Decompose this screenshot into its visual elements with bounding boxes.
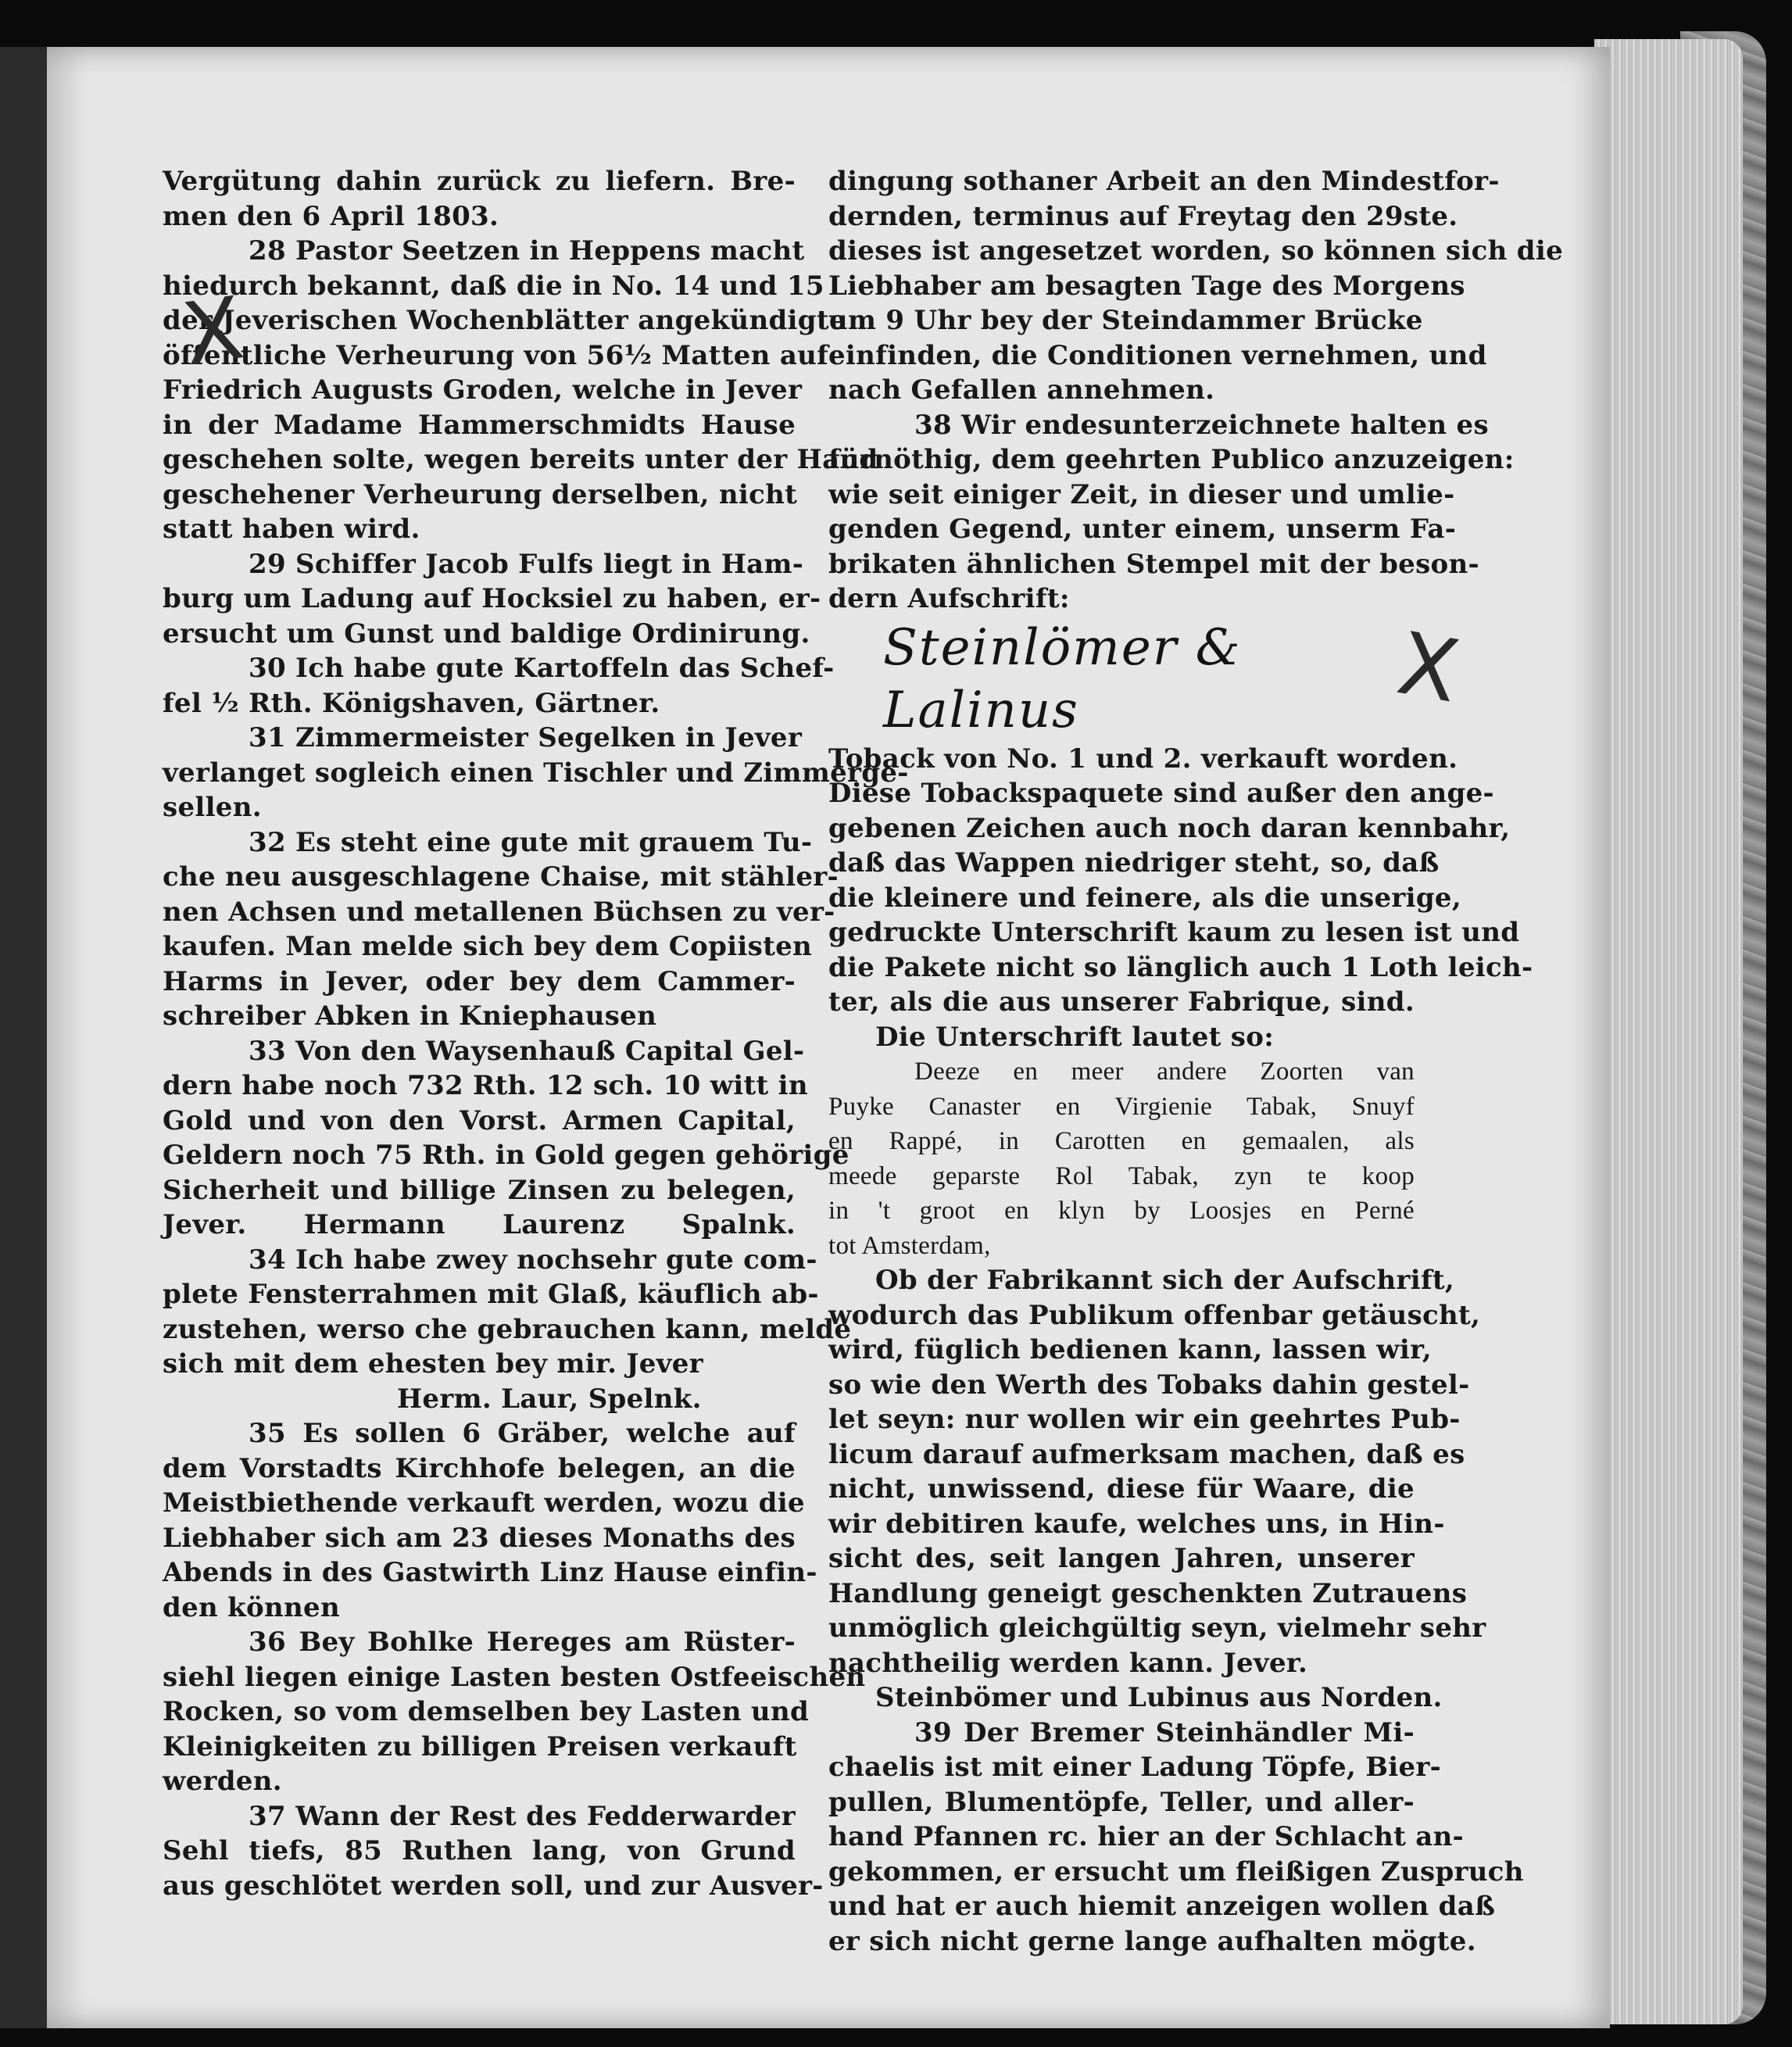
text-line: 39 Der Bremer Steinhändler Mi-: [914, 1716, 1415, 1748]
text-line: dern habe noch 732 Rth. 12 sch. 10 witt in: [163, 1070, 808, 1101]
text-line: Toback von No. 1 und 2. verkauft worden.: [828, 743, 1458, 775]
margin-mark-right: X: [1390, 613, 1466, 722]
text-line: dernden, terminus auf Freytag den 29ste.: [828, 200, 1458, 232]
text-line: so wie den Werth des Tobaks dahin gestel-: [828, 1369, 1470, 1401]
text-line: geschehener Verheurung derselben, nicht: [163, 478, 798, 510]
text-line: siehl liegen einige Lasten besten Ostfeeischen: [163, 1661, 866, 1693]
text-line: geschehen solte, wegen bereits unter der Hand: [163, 444, 878, 475]
right-column-bottom: [828, 742, 1533, 1959]
text-line: 29 Schiffer Jacob Fulfs liegt in Ham-: [249, 548, 804, 580]
text-line: wodurch das Publikum offenbar getäuscht,: [828, 1299, 1481, 1331]
text-line: Steinbömer und Lubinus aus Norden.: [875, 1682, 1443, 1713]
text-line: dingung sothaner Arbeit an den Mindestfor-: [828, 166, 1500, 197]
text-line: er sich nicht gerne lange aufhalten mögte.: [828, 1925, 1476, 1957]
text-line: Liebhaber sich am 23 dieses Monaths des: [163, 1522, 796, 1554]
text-line: die kleinere und feinere, als die unserige,: [828, 882, 1461, 914]
text-line: plete Fensterrahmen mit Glaß, käuflich ab-: [163, 1279, 819, 1310]
text-line: in der Madame Hammerschmidts Hause: [163, 409, 796, 441]
text-line: verlanget sogleich einen Tischler und Zimmerge-: [163, 757, 909, 789]
text-line: aus geschlötet werden soll, und zur Ausver-: [163, 1870, 824, 1902]
text-line: nach Gefallen annehmen.: [828, 374, 1215, 406]
text-line: daß das Wappen niedriger steht, so, daß: [828, 847, 1440, 879]
text-line: nen Achsen und metallenen Büchsen zu ver-: [163, 896, 835, 928]
text-line: die Pakete nicht so länglich auch 1 Loth leich-: [828, 951, 1533, 983]
text-line: wird, füglich bedienen kann, lassen wir,: [828, 1334, 1432, 1365]
text-line: fel ½ Rth. Königshaven, Gärtner.: [163, 687, 660, 719]
text-line: 28 Pastor Seetzen in Heppens macht: [249, 235, 805, 267]
text-line: Herm. Laur, Spelnk.: [397, 1383, 702, 1415]
text-line: Rocken, so vom demselben bey Lasten und: [163, 1696, 810, 1727]
text-line: burg um Ladung auf Hocksiel zu haben, er-: [163, 583, 821, 614]
margin-mark-left: X: [177, 277, 249, 385]
text-line: sicht des, seit langen Jahren, unserer: [828, 1543, 1415, 1574]
text-line: werden.: [163, 1766, 282, 1797]
text-line: 32 Es steht eine gute mit grauem Tu-: [249, 826, 813, 858]
text-line: 35 Es sollen 6 Gräber, welche auf: [249, 1418, 796, 1449]
text-line: che neu ausgeschlagene Chaise, mit stähler-: [163, 861, 839, 893]
text-line: nicht, unwissend, diese für Waare, die: [828, 1473, 1415, 1505]
text-line: 37 Wann der Rest des Fedderwarder: [249, 1800, 796, 1832]
text-line: unmöglich gleichgültig seyn, vielmehr sehr: [828, 1612, 1486, 1644]
newspaper-page: [47, 47, 1610, 2028]
text-line: und hat er auch hiemit anzeigen wollen daß: [828, 1891, 1496, 1922]
text-line: den können: [163, 1591, 340, 1623]
text-line: 36 Bey Bohlke Hereges am Rüster-: [249, 1627, 796, 1658]
text-line: Sicherheit und billige Zinsen zu belegen,: [163, 1174, 796, 1206]
text-line: hand Pfannen rc. hier an der Schlacht an-: [828, 1821, 1465, 1852]
text-line: kaufen. Man melde sich bey dem Copiisten: [163, 931, 813, 962]
text-line: in 't groot en klyn by Loosjes en Perné: [828, 1197, 1415, 1225]
text-line: 30 Ich habe gute Kartoffeln das Schef-: [249, 653, 835, 684]
text-line: dem Vorstadts Kirchhofe belegen, an die: [163, 1452, 796, 1484]
text-line: Handlung geneigt geschenkten Zutrauens: [828, 1577, 1468, 1609]
text-line: Kleinigkeiten zu billigen Preisen verkauft: [163, 1730, 797, 1762]
text-line: pullen, Blumentöpfe, Teller, und aller-: [828, 1786, 1415, 1818]
text-line: ter, als die aus unserer Fabrique, sind.: [828, 986, 1415, 1018]
text-line: um 9 Uhr bey der Steindammer Brücke: [828, 305, 1423, 336]
text-line: Puyke Canaster en Virgienie Tabak, Snuyf: [828, 1092, 1415, 1121]
text-line: Harms in Jever, oder bey dem Cammer-: [163, 965, 796, 997]
text-line: genden Gegend, unter einem, unserm Fa-: [828, 514, 1457, 545]
text-line: nachtheilig werden kann. Jever.: [828, 1647, 1308, 1679]
text-line: 38 Wir endesunterzeichnete halten es: [914, 409, 1489, 441]
text-line: men den 6 April 1803.: [163, 200, 499, 232]
text-line: Liebhaber am besagten Tage des Morgens: [828, 270, 1465, 302]
text-line: gebenen Zeichen auch noch daran kennbahr,: [828, 812, 1511, 844]
text-line: ersucht um Gunst und baldige Ordinirung.: [163, 617, 810, 650]
text-line: 33 Von den Waysenhauß Capital Gel-: [249, 1035, 805, 1067]
text-line: statt haben wird.: [163, 514, 420, 545]
text-line: Gold und von den Vorst. Armen Capital,: [163, 1104, 796, 1136]
text-line: Meistbiethende verkauft werden, wozu die: [163, 1487, 805, 1519]
right-column: [828, 164, 1564, 1959]
text-line: gekommen, er ersucht um fleißigen Zuspruch: [828, 1856, 1524, 1888]
text-line: sich mit dem ehesten bey mir. Jever: [163, 1348, 703, 1380]
text-line: wie seit einiger Zeit, in dieser und umlie-: [828, 478, 1455, 510]
text-line: Jever. Hermann Laurenz Spalnk.: [163, 1209, 796, 1240]
text-line: zustehen, werso che gebrauchen kann, melde: [163, 1313, 852, 1345]
text-line: Deeze en meer andere Zoorten van: [914, 1057, 1415, 1086]
text-line: dern Aufschrift:: [828, 583, 1070, 614]
text-line: dieses ist angesetzet worden, so können sich die: [828, 235, 1564, 267]
text-line: Friedrich Augusts Groden, welche in Jever: [163, 374, 803, 406]
page-stack-edges: [1594, 39, 1743, 2024]
text-line: tot Amsterdam,: [828, 1231, 991, 1260]
text-line: 31 Zimmermeister Segelken in Jever: [249, 722, 803, 753]
text-line: wir debitiren kaufe, welches uns, in Hin-: [828, 1508, 1445, 1540]
text-line: Geldern noch 75 Rth. in Gold gegen gehörige: [163, 1140, 850, 1171]
text-line: licum darauf aufmerksam machen, daß es: [828, 1438, 1465, 1470]
text-line: Diese Tobackspaquete sind außer den ange-: [828, 778, 1494, 809]
right-column-top: [828, 164, 1564, 617]
text-line: en Rappé, in Carotten en gemaalen, als: [828, 1127, 1415, 1155]
text-line: Die Unterschrift lautet so:: [875, 1021, 1275, 1053]
text-line: Abends in des Gastwirth Linz Hause einfin-: [163, 1557, 817, 1588]
text-line: let seyn: nur wollen wir ein geehrtes Pub-: [828, 1404, 1461, 1435]
text-line: 34 Ich habe zwey nochsehr gute com-: [249, 1244, 817, 1276]
text-line: Sehl tiefs, 85 Ruthen lang, von Grund: [163, 1835, 796, 1866]
text-line: Vergütung dahin zurück zu liefern. Bre-: [163, 166, 796, 197]
text-line: hiedurch bekannt, daß die in No. 14 und 15: [163, 270, 824, 302]
left-page-edge: [0, 47, 47, 2028]
text-line: fürnöthig, dem geehrten Publico anzuzeigen:: [828, 444, 1515, 475]
text-line: der Jeverischen Wochenblätter angekündigte: [163, 305, 846, 336]
text-line: gedruckte Unterschrift kaum zu lesen ist und: [828, 917, 1520, 948]
stamp-text: Steinlömer & Lalinus: [883, 618, 1242, 739]
text-line: chaelis ist mit einer Ladung Töpfe, Bier-: [828, 1752, 1442, 1783]
text-line: öffentliche Verheurung von 56½ Matten auf: [163, 339, 829, 371]
left-column: [163, 164, 909, 1903]
text-line: meede geparste Rol Tabak, zyn te koop: [828, 1161, 1415, 1190]
text-line: schreiber Abken in Kniephausen: [163, 1000, 657, 1032]
text-line: sellen.: [163, 792, 262, 823]
text-line: Ob der Fabrikannt sich der Aufschrift,: [875, 1265, 1455, 1296]
text-line: einfinden, die Conditionen vernehmen, und: [828, 339, 1487, 371]
text-line: brikaten ähnlichen Stempel mit der beson-: [828, 548, 1479, 580]
